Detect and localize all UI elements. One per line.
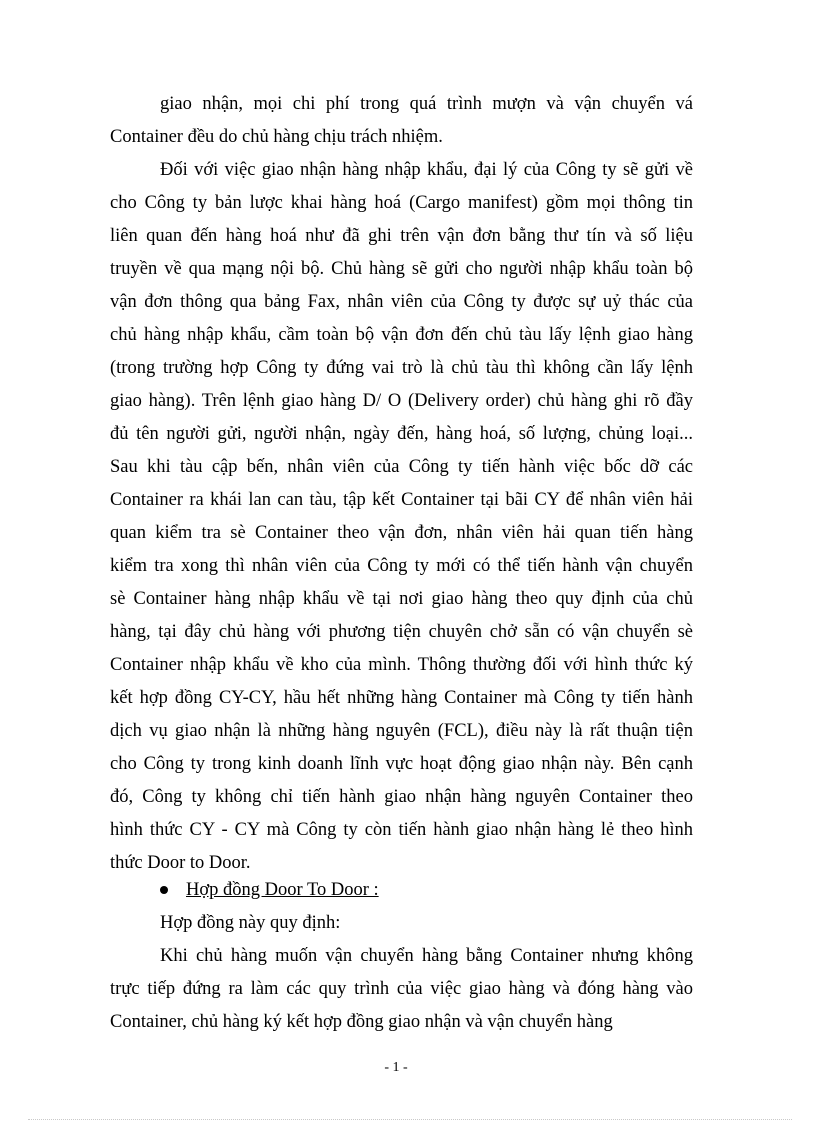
text-line: Sau khi tàu cập bến, nhân viên của Công ty tiến hành việc bốc dỡ các [110, 457, 693, 477]
page-bottom-divider [28, 1119, 792, 1120]
text-line: thức Door to Door. [110, 853, 251, 873]
text-line: dịch vụ giao nhận là những hàng nguyên (FCL), điều này là rất thuận tiện [110, 721, 693, 741]
text-line: kiểm tra xong thì nhân viên của Công ty mới có thể tiến hành vận chuyển [110, 556, 693, 576]
text-line: hàng, tại đây chủ hàng với phương tiện chuyên chở sẵn có vận chuyển sè [110, 622, 693, 642]
text-line: Container nhập khẩu về kho của mình. Thông thường đối với hình thức ký [110, 655, 693, 675]
text-line: giao nhận, mọi chi phí trong quá trình mượn và vận chuyển vá [160, 94, 693, 114]
text-line: Container ra khái lan can tàu, tập kết Container tại bãi CY để nhân viên hải [110, 490, 693, 510]
text-line: giao hàng). Trên lệnh giao hàng D/ O (Delivery order) chủ hàng ghi rõ đầy [110, 391, 693, 411]
text-line: Hợp đồng này quy định: [160, 913, 341, 933]
text-line: trực tiếp đứng ra làm các quy trình của việc giao hàng và đóng hàng vào [110, 979, 693, 999]
bullet-icon [160, 886, 168, 894]
text-line: sè Container hàng nhập khẩu về tại nơi giao hàng theo quy định của chủ [110, 589, 693, 609]
section-heading: Hợp đồng Door To Door : [186, 880, 379, 900]
text-line: Container, chủ hàng ký kết hợp đồng giao nhận và vận chuyển hàng [110, 1012, 613, 1032]
text-line: Container đều do chủ hàng chịu trách nhiệm. [110, 127, 443, 147]
text-line: liên quan đến hàng hoá như đã ghi trên vận đơn bằng thư tín và số liệu [110, 226, 693, 246]
text-line: Đối với việc giao nhận hàng nhập khẩu, đại lý của Công ty sẽ gửi về [160, 160, 693, 180]
text-line: cho Công ty trong kinh doanh lĩnh vực hoạt động giao nhận này. Bên cạnh [110, 754, 693, 774]
page-number: - 1 - [384, 1060, 408, 1075]
text-line: Khi chủ hàng muốn vận chuyển hàng bằng Container nhưng không [160, 946, 693, 966]
text-line: kết hợp đồng CY-CY, hầu hết những hàng Container mà Công ty tiến hành [110, 688, 693, 708]
text-line: truyền về qua mạng nội bộ. Chủ hàng sẽ gửi cho người nhập khẩu toàn bộ [110, 259, 693, 279]
text-line: đó, Công ty không chỉ tiến hành giao nhận hàng nguyên Container theo [110, 787, 693, 807]
text-line: (trong trường hợp Công ty đứng vai trò là chủ tàu thì không cần lấy lệnh [110, 358, 693, 378]
text-line: đủ tên người gửi, người nhận, ngày đến, hàng hoá, số lượng, chủng loại... [110, 424, 693, 444]
text-line: hình thức CY - CY mà Công ty còn tiến hành giao nhận hàng lẻ theo hình [110, 820, 693, 840]
text-line: quan kiểm tra sè Container theo vận đơn, nhân viên hải quan tiến hàng [110, 523, 693, 543]
text-line: vận đơn thông qua bảng Fax, nhân viên của Công ty được sự uỷ thác của [110, 292, 693, 312]
text-line: cho Công ty bản lược khai hàng hoá (Cargo manifest) gồm mọi thông tin [110, 193, 693, 213]
text-line: chủ hàng nhập khẩu, cầm toàn bộ vận đơn đến chủ tàu lấy lệnh giao hàng [110, 325, 693, 345]
